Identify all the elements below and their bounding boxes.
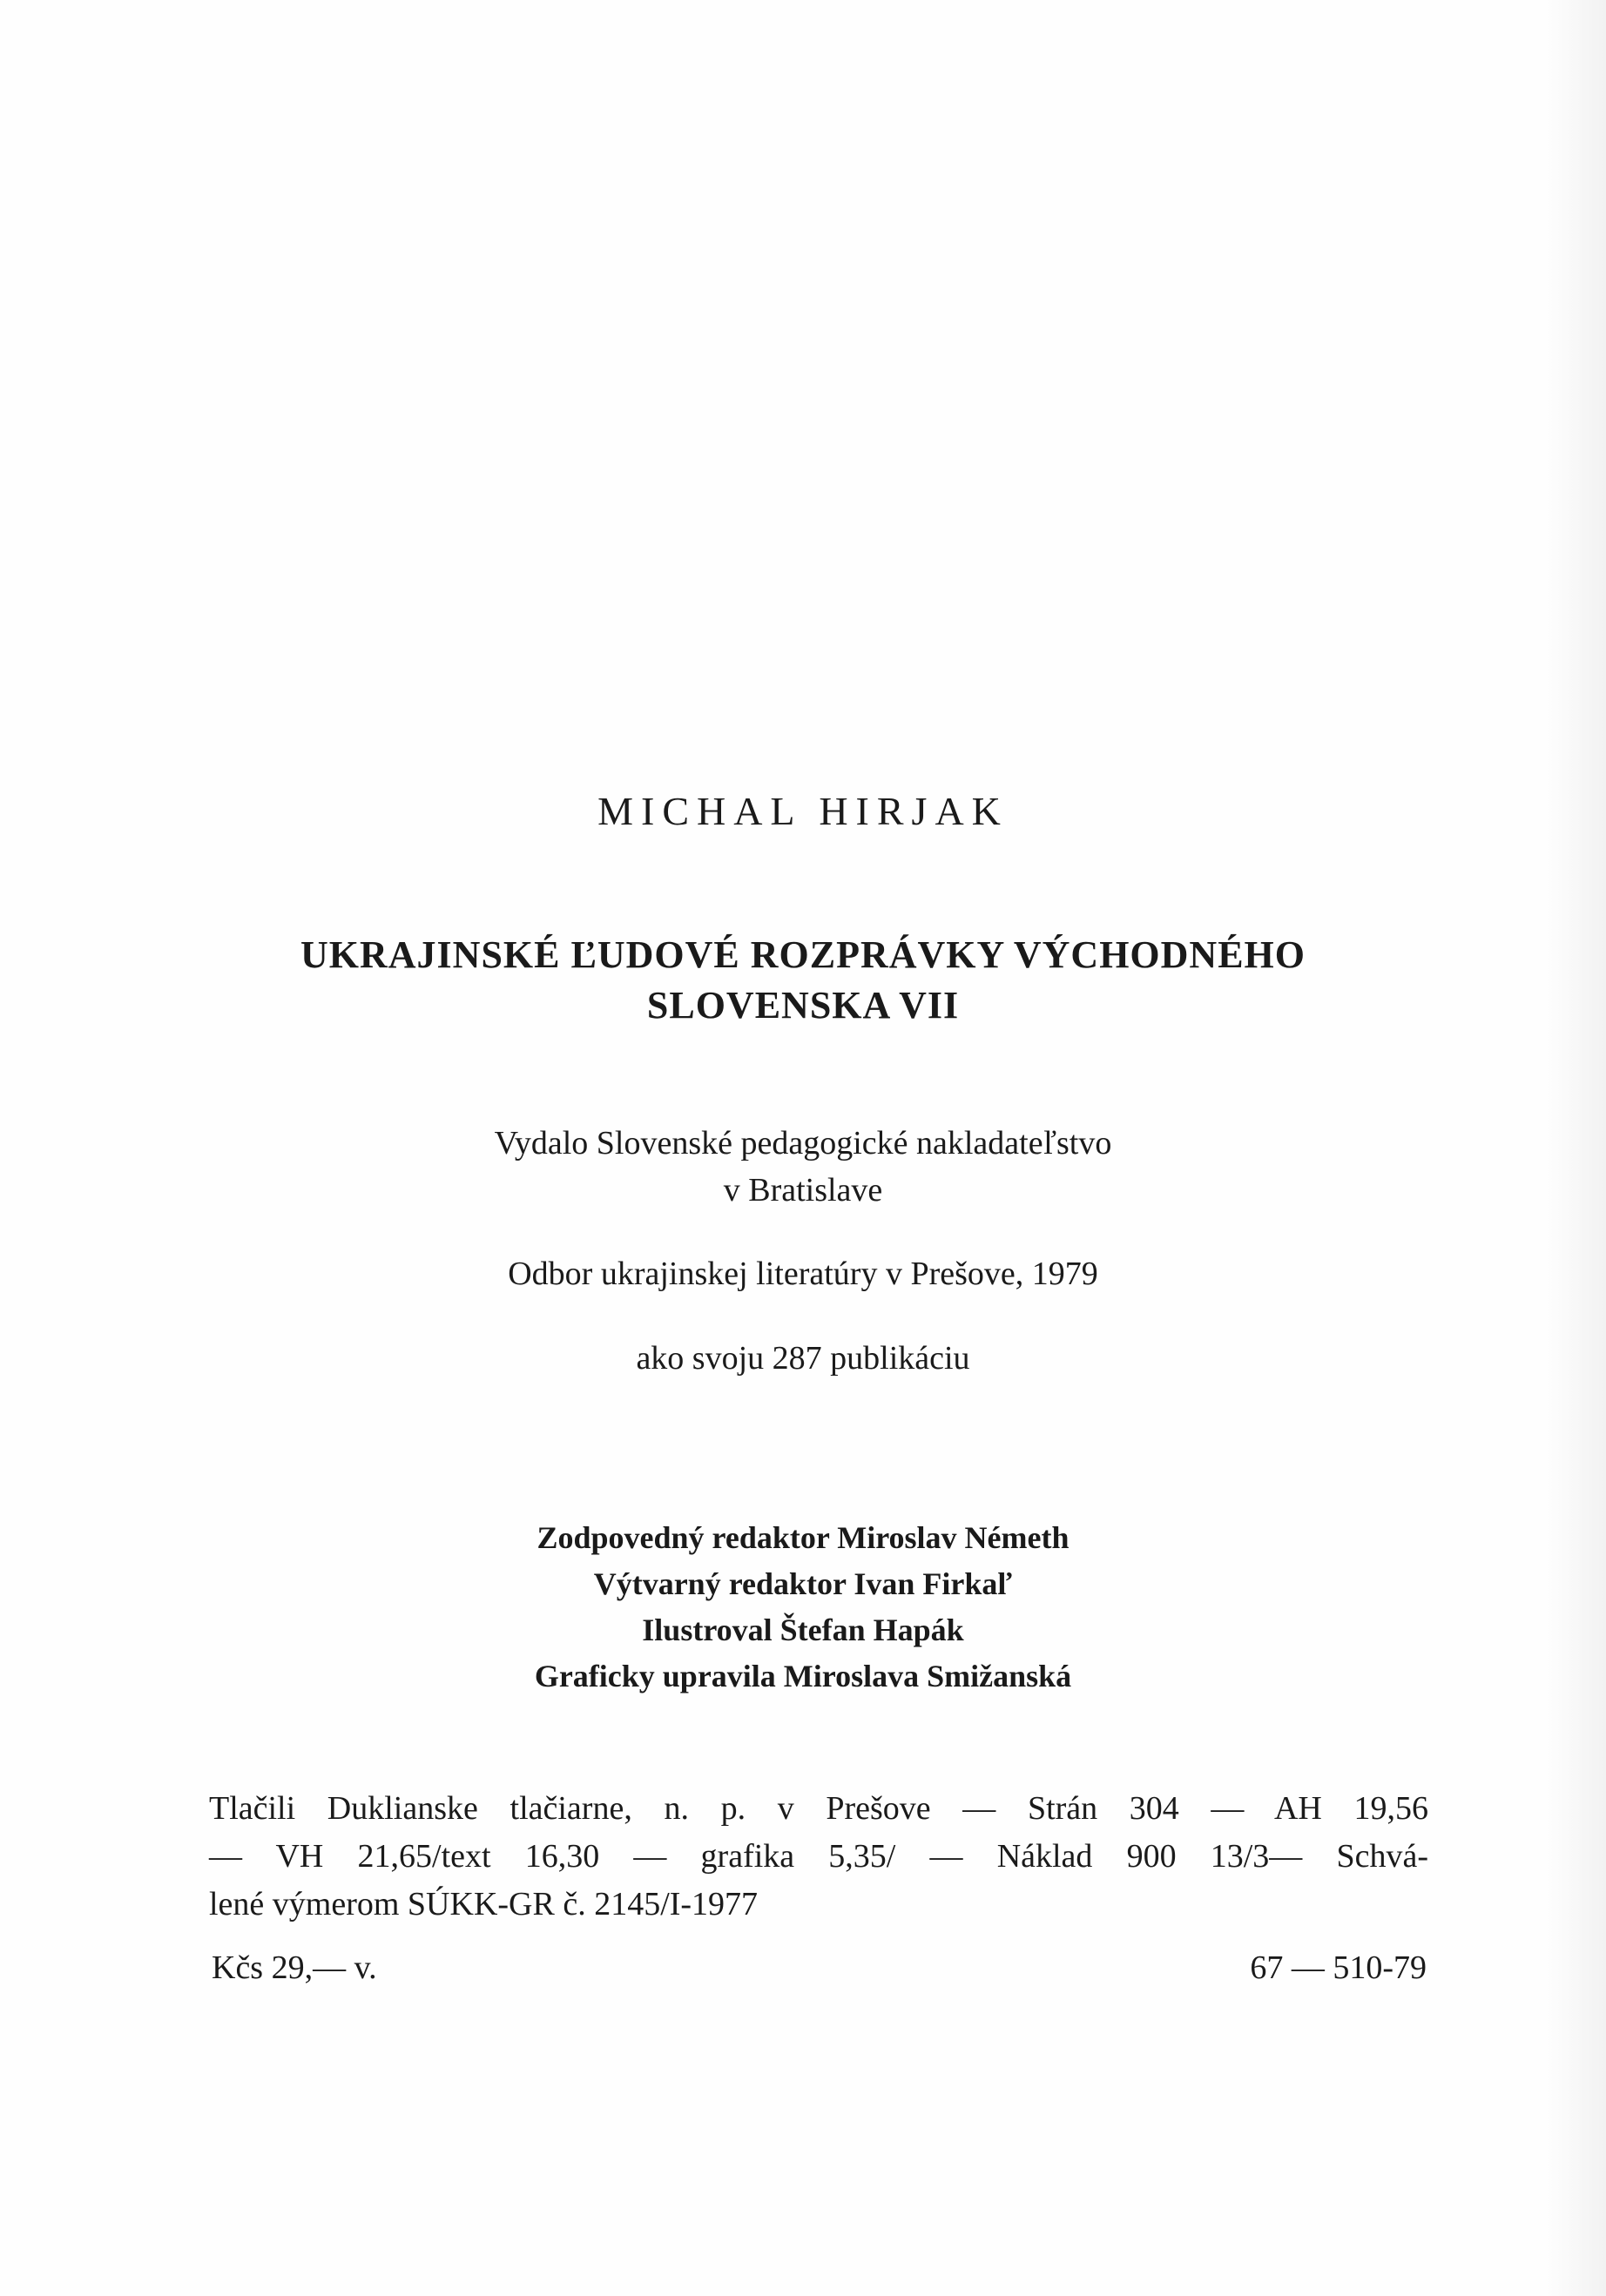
publisher-line-1: Vydalo Slovenské pedagogické nakladateľstvo [494,1125,1112,1161]
printing-details [209,1785,1428,1929]
credits-list [0,1515,1606,1700]
book-title-line-1: UKRAJINSKÉ ĽUDOVÉ ROZPRÁVKY VÝCHODNÉHO [300,933,1306,976]
credit-art-editor: Výtvarný redaktor Ivan Firkaľ [593,1566,1013,1601]
author-name: MICHAL HIRJAK [597,789,1009,833]
printing-line-2: — VH 21,65/text 16,30 — grafika 5,35/ — Náklad 900 13/3— Schvá- [209,1838,1428,1875]
credit-editor: Zodpovedný redaktor Miroslav Németh [536,1520,1070,1555]
department-line: Odbor ukrajinskej literatúry v Prešove, 1979 [508,1256,1098,1292]
publisher-info [0,1120,1606,1214]
publisher-line-2: v Bratislave [723,1172,883,1209]
catalog-code: 67 — 510-79 [1250,1949,1427,1986]
printing-line-1: Tlačili Duklianske tlačiarne, n. p. v Prešove — Strán 304 — AH 19,56 [209,1790,1428,1827]
publication-number: ako svoju 287 publikáciu [636,1340,970,1377]
credit-graphic-design: Graficky upravila Miroslava Smižanská [534,1659,1072,1693]
book-title-line-2: SLOVENSKA VII [646,984,960,1027]
credit-illustrator: Ilustroval Štefan Hapák [642,1613,964,1647]
book-title [0,930,1606,1031]
printing-line-3: lené výmerom SÚKK-GR č. 2145/I-1977 [209,1886,759,1922]
price-label: Kčs 29,— v. [212,1949,377,1986]
